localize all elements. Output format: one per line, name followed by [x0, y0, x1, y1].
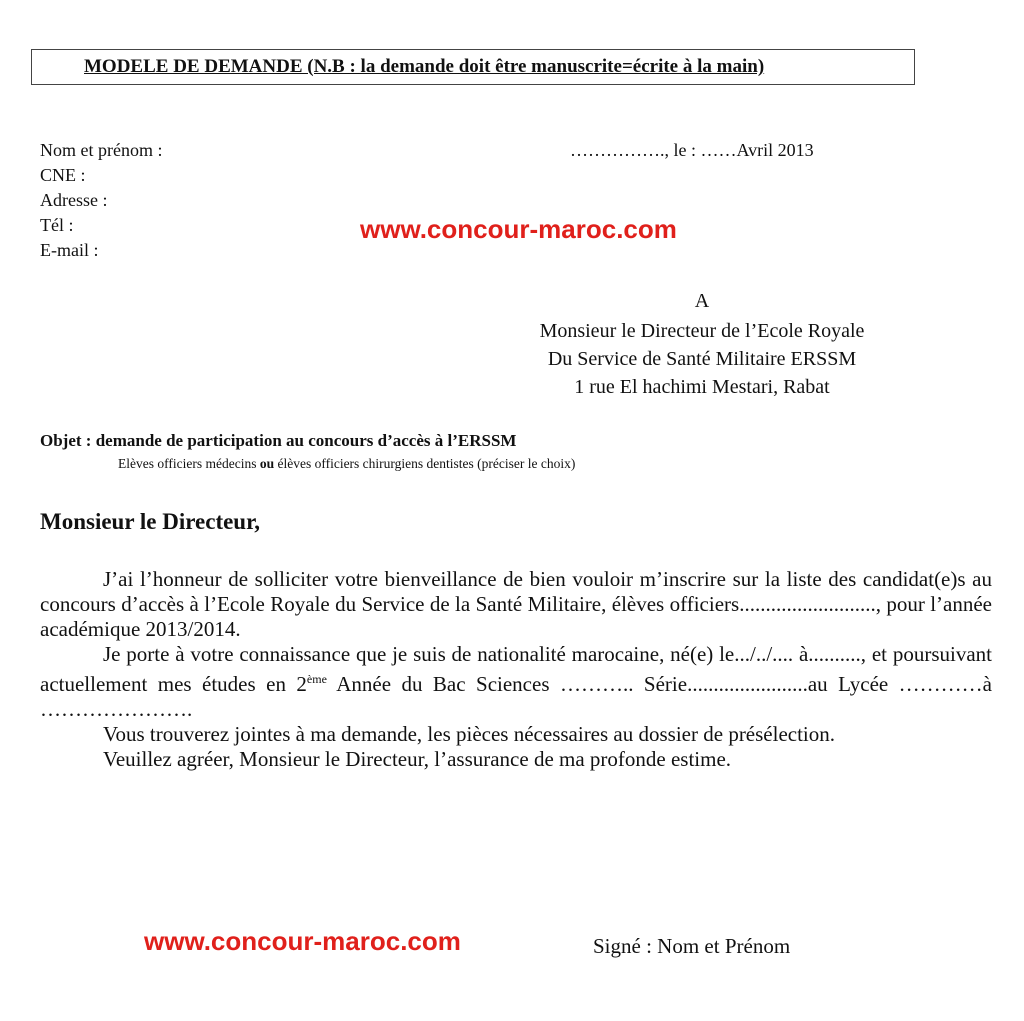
paragraph-attachments: Vous trouverez jointes à ma demande, les pièces nécessaires au dossier de présélection. [103, 722, 836, 746]
superscript-eme: ème [306, 672, 327, 686]
paragraph-nationality [40, 642, 992, 722]
watermark-bottom: www.concour-maroc.com [144, 926, 461, 956]
objet-subtitle [118, 456, 575, 472]
objet-sub-before: Elèves officiers médecins [118, 456, 260, 471]
date-line: ……………., le : ……Avril 2013 [570, 140, 814, 160]
recipient-to: A [694, 290, 710, 312]
watermark-top: www.concour-maroc.com [360, 214, 677, 244]
signature: Signé : Nom et Prénom [593, 934, 791, 958]
field-cne: CNE : [40, 165, 86, 185]
paragraph-nationality-before: Je porte à votre connaissance que je suis de nationalité marocaine, né(e) le.../../.... à.........., et poursuivant actuellement mes études en 2 [40, 642, 992, 696]
objet-sub-or: ou [259, 456, 275, 471]
field-name: Nom et prénom : [40, 140, 163, 160]
recipient-line1: Monsieur le Directeur de l’Ecole Royale [539, 320, 865, 342]
paragraph-nationality-after: Année du Bac Sciences ……….. Série.......................au Lycée …………à …………………. [40, 672, 992, 721]
document-title: MODELE DE DEMANDE (N.B : la demande doit être manuscrite=écrite à la main) [84, 56, 765, 77]
recipient-line3: 1 rue El hachimi Mestari, Rabat [574, 376, 830, 398]
field-email: E-mail : [40, 240, 99, 260]
objet-sub-after: élèves officiers chirurgiens dentistes (préciser le choix) [274, 456, 576, 471]
field-address: Adresse : [40, 190, 108, 210]
paragraph-closing: Veuillez agréer, Monsieur le Directeur, l’assurance de ma profonde estime. [103, 747, 732, 771]
paragraph-request: J’ai l’honneur de solliciter votre bienveillance de bien vouloir m’inscrire sur la liste des candidat(e)s au concours d’accès à l’Ecole Royale du Service de la Santé Militaire, élèves officiers.........................., pour l’année académique 2013/2014. [40, 567, 992, 641]
salutation: Monsieur le Directeur, [40, 509, 260, 534]
field-phone: Tél : [40, 215, 74, 235]
letter-body [40, 567, 992, 772]
objet-title: Objet : demande de participation au concours d’accès à l’ERSSM [40, 431, 517, 450]
recipient-line2: Du Service de Santé Militaire ERSSM [547, 348, 857, 370]
